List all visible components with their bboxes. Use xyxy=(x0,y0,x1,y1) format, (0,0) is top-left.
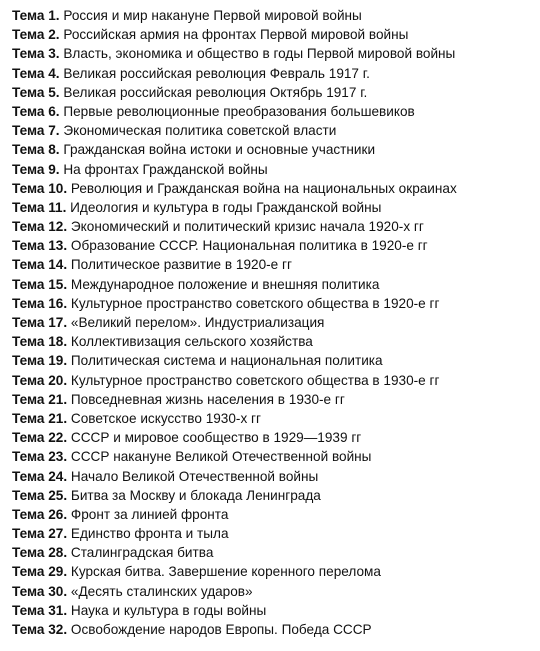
topic-number: Тема 2. xyxy=(12,27,60,43)
topic-number: Тема 12. xyxy=(12,219,68,235)
topic-item xyxy=(12,390,538,409)
topic-title: Курская битва. Завершение коренного перелома xyxy=(70,564,381,580)
topic-number: Тема 9. xyxy=(12,161,60,177)
topic-item xyxy=(12,160,538,179)
topic-item xyxy=(12,179,538,198)
topic-item xyxy=(12,294,538,313)
topic-item xyxy=(12,6,538,25)
topic-item xyxy=(12,102,538,121)
topic-title: СССР накануне Великой Отечественной войны xyxy=(70,449,372,465)
topic-title: Экономический и политический кризис начала 1920-х гг xyxy=(70,219,424,235)
topic-number: Тема 21. xyxy=(12,410,68,426)
topic-number: Тема 31. xyxy=(12,602,68,618)
topic-number: Тема 1. xyxy=(12,8,60,23)
topic-title: Политическое развитие в 1920-е гг xyxy=(70,257,292,273)
topic-item xyxy=(12,543,538,562)
topic-title: Сталинградская битва xyxy=(70,545,214,561)
topic-item xyxy=(12,505,538,524)
topic-item xyxy=(12,351,538,370)
topic-list xyxy=(12,6,538,639)
topic-title: Единство фронта и тыла xyxy=(70,526,229,542)
topic-item xyxy=(12,217,538,236)
topic-title: Битва за Москву и блокада Ленинграда xyxy=(70,487,321,503)
topic-title: Культурное пространство советского общества в 1920-е гг xyxy=(70,295,440,311)
topic-number: Тема 22. xyxy=(12,430,68,446)
topic-item xyxy=(12,236,538,255)
topic-number: Тема 5. xyxy=(12,84,60,100)
topic-title: СССР и мировое сообщество в 1929—1939 гг xyxy=(70,430,362,446)
topic-title: «Десять сталинских ударов» xyxy=(70,583,253,599)
topic-number: Тема 6. xyxy=(12,103,60,119)
topic-number: Тема 20. xyxy=(12,372,68,388)
topic-number: Тема 10. xyxy=(12,180,68,196)
topic-title: Российская армия на фронтах Первой мировой войны xyxy=(63,27,409,43)
topic-item xyxy=(12,428,538,447)
topic-title: Великая российская революция Октябрь 1917 г. xyxy=(63,84,368,100)
topic-item xyxy=(12,255,538,274)
topic-item xyxy=(12,313,538,332)
topic-title: Наука и культура в годы войны xyxy=(70,602,267,618)
topic-item xyxy=(12,562,538,581)
topic-number: Тема 3. xyxy=(12,46,60,62)
topic-number: Тема 29. xyxy=(12,564,68,580)
topic-number: Тема 25. xyxy=(12,487,68,503)
topic-number: Тема 30. xyxy=(12,583,68,599)
topic-number: Тема 19. xyxy=(12,353,68,369)
topic-title: Начало Великой Отечественной войны xyxy=(70,468,319,484)
topic-number: Тема 17. xyxy=(12,315,68,330)
topic-title: Великая российская революция Февраль 1917 г. xyxy=(63,65,370,81)
topic-item xyxy=(12,275,538,294)
topic-title: Фронт за линией фронта xyxy=(70,506,229,522)
topic-title: Гражданская война истоки и основные участники xyxy=(63,142,376,158)
topic-title: Культурное пространство советского общества в 1930-е гг xyxy=(70,372,440,388)
topic-title: Экономическая политика советской власти xyxy=(63,123,337,139)
topic-number: Тема 8. xyxy=(12,142,60,158)
topic-number: Тема 18. xyxy=(12,334,68,350)
topic-item xyxy=(12,25,538,44)
topic-title: «Великий перелом». Индустриализация xyxy=(70,315,325,330)
topic-number: Тема 32. xyxy=(12,622,68,637)
topic-number: Тема 26. xyxy=(12,506,68,522)
topic-title: На фронтах Гражданской войны xyxy=(63,161,268,177)
topic-item xyxy=(12,620,538,639)
topic-title: Идеология и культура в годы Гражданской войны xyxy=(70,199,382,215)
topic-number: Тема 7. xyxy=(12,123,60,139)
topic-number: Тема 14. xyxy=(12,257,68,273)
topic-item xyxy=(12,524,538,543)
topic-title: Россия и мир накануне Первой мировой войны xyxy=(63,8,362,23)
topic-title: Освобождение народов Европы. Победа СССР xyxy=(70,622,372,637)
topic-number: Тема 24. xyxy=(12,468,68,484)
topic-item xyxy=(12,121,538,140)
topic-item xyxy=(12,467,538,486)
topic-item xyxy=(12,486,538,505)
topic-title: Международное положение и внешняя политика xyxy=(70,276,380,292)
topic-number: Тема 21. xyxy=(12,391,68,407)
topic-title: Революция и Гражданская война на национальных окраинах xyxy=(70,180,457,196)
topic-number: Тема 13. xyxy=(12,238,68,254)
topic-number: Тема 15. xyxy=(12,276,68,292)
topic-item xyxy=(12,601,538,620)
topic-title: Политическая система и национальная политика xyxy=(70,353,383,369)
topic-title: Первые революционные преобразования большевиков xyxy=(63,103,415,119)
topic-number: Тема 4. xyxy=(12,65,60,81)
topic-item xyxy=(12,44,538,63)
topic-item xyxy=(12,371,538,390)
topic-title: Советское искусство 1930-х гг xyxy=(70,410,261,426)
topic-item xyxy=(12,409,538,428)
topic-item xyxy=(12,447,538,466)
topic-title: Повседневная жизнь населения в 1930-е гг xyxy=(70,391,345,407)
topic-number: Тема 23. xyxy=(12,449,68,465)
topic-number: Тема 11. xyxy=(12,199,67,215)
topic-item xyxy=(12,83,538,102)
topic-item xyxy=(12,140,538,159)
topic-item xyxy=(12,64,538,83)
topic-number: Тема 16. xyxy=(12,295,68,311)
topic-title: Власть, экономика и общество в годы Первой мировой войны xyxy=(63,46,456,62)
topic-number: Тема 27. xyxy=(12,526,68,542)
topic-number: Тема 28. xyxy=(12,545,68,561)
topic-item xyxy=(12,582,538,601)
topic-title: Образование СССР. Национальная политика в 1920-е гг xyxy=(70,238,428,254)
topic-title: Коллективизация сельского хозяйства xyxy=(70,334,313,350)
topic-item xyxy=(12,198,538,217)
topic-item xyxy=(12,332,538,351)
